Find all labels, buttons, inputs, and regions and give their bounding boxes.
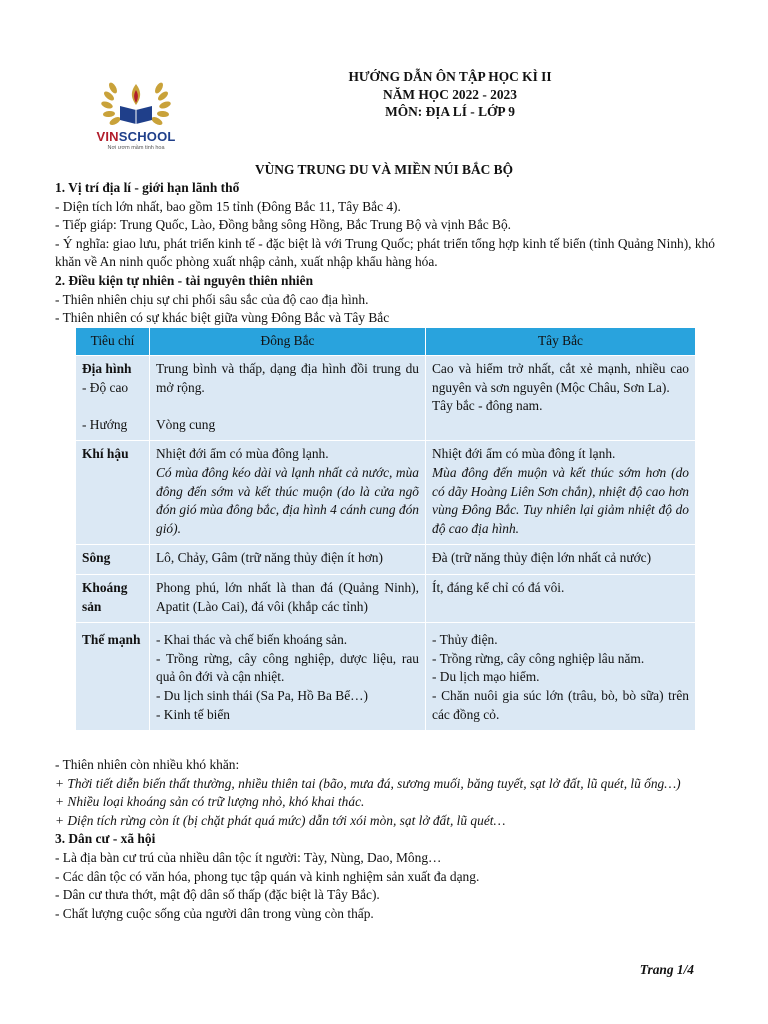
table-cell: Phong phú, lớn nhất là than đá (Quảng Ninh), Apatit (Lào Cai), đá vôi (khắp các tỉnh) [150,574,426,622]
section-heading: 2. Điều kiện tự nhiên - tài nguyên thiên nhiên [55,272,314,288]
table-row [76,441,696,545]
text-line: - Thiên nhiên còn nhiều khó khăn: [55,757,240,772]
cell-text: - Thủy điện. [432,632,498,648]
text-line: - Diện tích lớn nhất, bao gồm 15 tỉnh (Đông Bắc 11, Tây Bắc 4). [55,198,401,214]
table-cell [426,356,696,441]
table-cell: Ít, đáng kể chỉ có đá vôi. [426,574,696,622]
table-cell [426,441,696,545]
row-label: Khoáng sản [76,574,150,622]
table-cell: Lô, Chảy, Gâm (trữ năng thủy điện ít hơn) [150,545,426,575]
row-sublabel: - Hướng [82,416,128,432]
column-header: Tiêu chí [76,328,150,356]
laurel-book-emblem-icon [86,74,186,132]
table-row [76,545,696,575]
row-label-text: Địa hình [82,361,132,376]
header-line-1: HƯỚNG DẪN ÔN TẬP HỌC KÌ II [348,69,552,84]
header-line-2: NĂM HỌC 2022 - 2023 [383,86,517,102]
table-row [76,356,696,441]
row-label: Thế mạnh [76,623,150,731]
text-line: - Tiếp giáp: Trung Quốc, Lào, Đồng bằng sông Hồng, Bắc Trung Bộ và vịnh Bắc Bộ. [55,217,512,233]
cell-text: - Khai thác và chế biến khoáng sản. [156,632,348,648]
cell-text: - Trồng rừng, cây công nghiệp, dược liệu, rau quả ôn đới và cận nhiệt. [156,650,419,685]
text-line: - Chất lượng cuộc sống của người dân trong vùng còn thấp. [55,905,374,921]
cell-text: - Du lịch sinh thái (Sa Pa, Hồ Ba Bể…) [156,687,368,703]
comparison-table [75,327,696,731]
cell-text: Trung bình và thấp, dạng địa hình đồi trung du mở rộng. [156,361,419,395]
row-label [76,356,150,441]
section-heading: 1. Vị trí địa lí - giới hạn lãnh thổ [55,180,240,195]
cell-text: Cao và hiểm trở nhất, cắt xẻ mạnh, nhiều cao nguyên và sơn nguyên (Mộc Châu, Sơn La). [432,361,689,395]
text-line: - Thiên nhiên có sự khác biệt giữa vùng Đông Bắc và Tây Bắc [55,310,390,326]
table-cell [150,623,426,731]
table-row [76,574,696,622]
logo-tagline: Nơi ươm mầm tinh hoa [107,145,165,151]
cell-text: - Trồng rừng, cây công nghiệp lâu năm. [432,650,645,666]
text-line: - Các dân tộc có văn hóa, phong tục tập quán và kinh nghiệm sản xuất đa dạng. [55,868,480,884]
table-cell [426,623,696,731]
text-line: + Diện tích rừng còn ít (bị chặt phát quá mức) dẫn tới xói mòn, sạt lở đất, lũ quét… [55,812,506,828]
section-location [55,179,715,328]
table-cell: Đà (trữ năng thủy điện lớn nhất cả nước) [426,545,696,575]
logo-wordmark [86,130,186,144]
cell-text: Có mùa đông kéo dài và lạnh nhất cả nước, mùa đông đến sớm và kết thúc muộn (do là cửa ngõ đón gió mùa đông bắc, địa hình 4 cánh cung đón gió). [156,464,419,536]
section-difficulties [55,756,715,923]
cell-text: Nhiệt đới ẩm có mùa đông lạnh. [156,446,329,462]
column-header: Đông Bắc [150,328,426,356]
cell-text: - Chăn nuôi gia súc lớn (trâu, bò, bò sữa) trên các đồng cỏ. [432,687,689,722]
logo-wordmark-school: SCHOOL [118,129,176,144]
table-row [76,623,696,731]
row-label: Sông [76,545,150,575]
vinschool-logo [86,74,186,164]
cell-text: Mùa đông đến muộn và kết thúc sớm hơn (do có dãy Hoàng Liên Sơn chắn), nhiệt độ cao hơn vùng Đông Bắc. Tuy nhiên lại giảm nhiệt độ do độ cao địa hình. [432,464,689,536]
text-line: - Ý nghĩa: giao lưu, phát triển kinh tế - đặc biệt là với Trung Quốc; phát triển tổng hợp kinh tế biển (tỉnh Quảng Ninh), khó khăn về An ninh quốc phòng xuất nhập cảnh, xuất nhập khẩu hàng hóa. [55,235,715,270]
cell-text: Nhiệt đới ẩm có mùa đông ít lạnh. [432,446,616,462]
text-line: - Dân cư thưa thớt, mật độ dân số thấp (đặc biệt là Tây Bắc). [55,887,380,903]
text-line: - Là địa bàn cư trú của nhiều dân tộc ít người: Tày, Nùng, Dao, Mông… [55,849,442,865]
text-line: + Nhiều loại khoáng sản có trữ lượng nhỏ, khó khai thác. [55,794,365,810]
cell-text: Vòng cung [156,416,216,432]
document-header [240,68,660,121]
section-heading: 3. Dân cư - xã hội [55,831,156,847]
cell-text: - Kinh tế biển [156,706,231,722]
text-line: + Thời tiết diễn biến thất thường, nhiều thiên tai (bão, mưa đá, sương muối, băng tuyết, sạt lở đất, lũ quét, lũ ống…) [55,775,681,791]
text-line: - Thiên nhiên chịu sự chi phối sâu sắc của độ cao địa hình. [55,291,369,307]
column-header: Tây Bắc [426,328,696,356]
row-sublabel: - Độ cao [82,379,129,395]
cell-text: - Du lịch mạo hiểm. [432,669,540,685]
logo-wordmark-vin: VIN [96,129,119,144]
cell-text: Tây bắc - đông nam. [432,398,543,414]
table-cell [150,356,426,441]
page-number: Trang 1/4 [639,962,694,977]
header-line-3: MÔN: ĐỊA LÍ - LỚP 9 [385,104,515,119]
table-cell [150,441,426,545]
row-label: Khí hậu [76,441,150,545]
region-title: VÙNG TRUNG DU VÀ MIỀN NÚI BẮC BỘ [254,162,514,177]
table-header-row [76,328,696,356]
